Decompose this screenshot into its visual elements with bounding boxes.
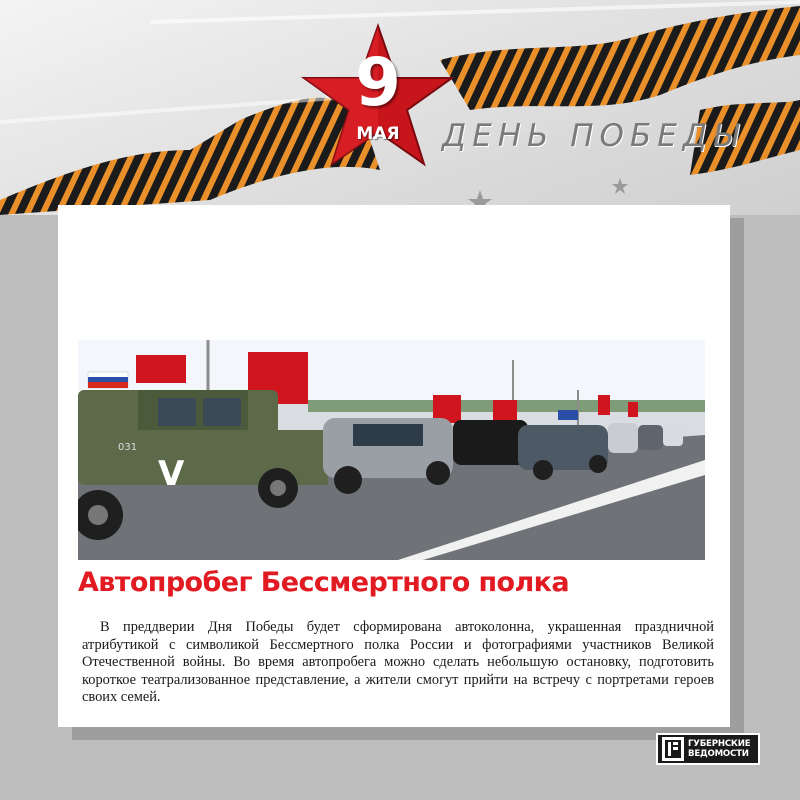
date-number: 9 (355, 44, 401, 121)
publisher-name-line2: ВЕДОМОСТИ (688, 749, 749, 759)
publisher-name-line1: ГУБЕРНСКИЕ (688, 739, 751, 749)
motorcade-photo (78, 340, 705, 560)
truck-number: 031 (118, 442, 138, 453)
article-card (58, 205, 730, 727)
header-banner (0, 0, 800, 215)
publisher-logo (656, 733, 760, 765)
publisher-name (688, 739, 750, 759)
holiday-title: ДЕНЬ ПОБЕДЫ (442, 118, 745, 154)
date-month: МАЯ (356, 124, 400, 144)
truck-letter: V (158, 454, 185, 494)
red-star-icon (298, 20, 458, 180)
article-headline: Автопробег Бессмертного полка (78, 567, 570, 598)
newspaper-logo-icon (662, 737, 684, 761)
article-body: В преддверии Дня Победы будет сформирована автоколонна, украшенная праздничной атрибутикой с символикой Бессмертного полка России и фотографиями участников Великой Отечественной войны. Во время автопробега можно сделать небольшую остановку, подготовить короткое театрализованное представление, а жители смогут прийти на встречу с портретами героев своих семей. (82, 619, 714, 706)
